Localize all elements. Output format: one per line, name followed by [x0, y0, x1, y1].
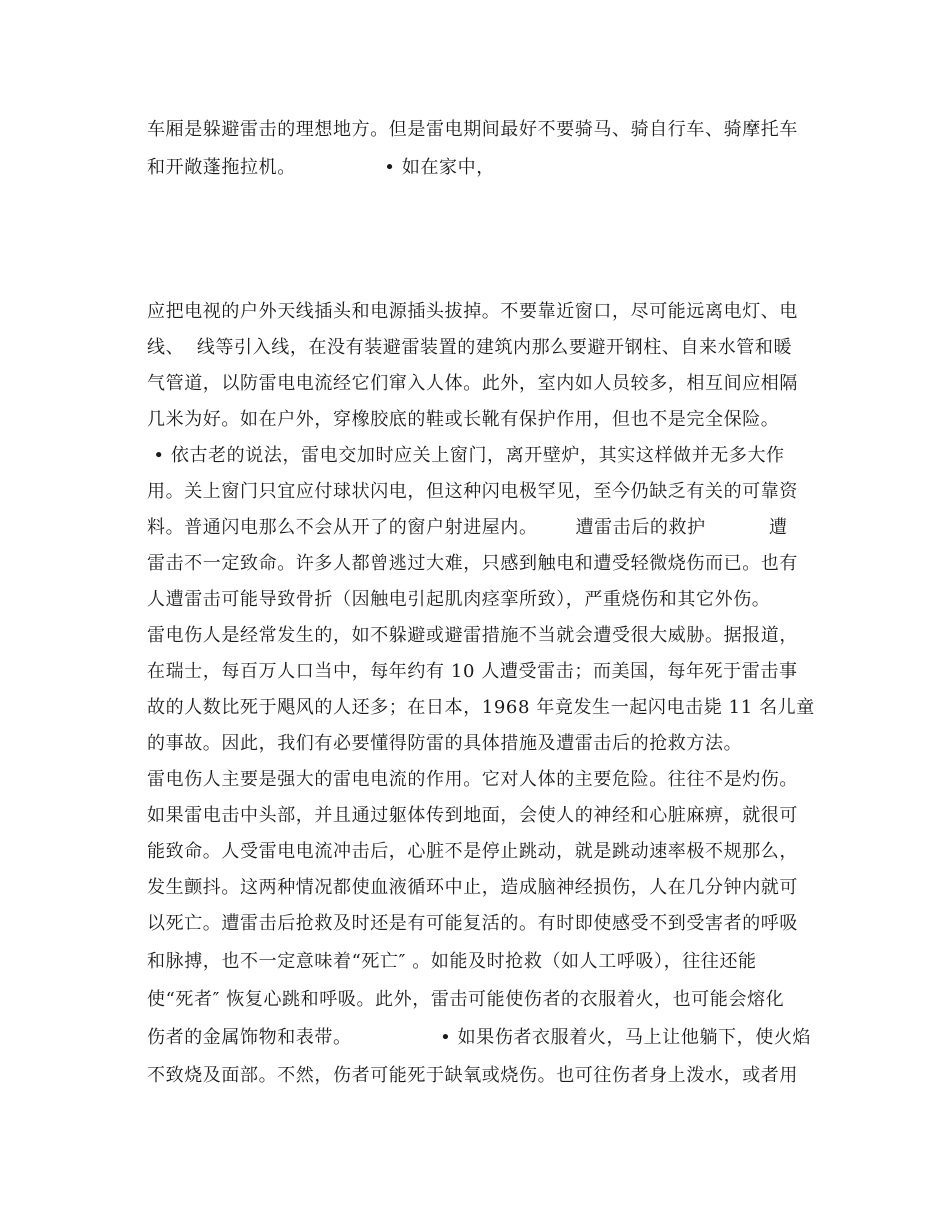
text-line: 和开敞蓬拖拉机。 • 如在家中，: [147, 157, 495, 178]
text-line: 伤者的金属饰物和表带。 • 如果伤者衣服着火，马上让他躺下，使火焰: [147, 1027, 812, 1048]
text-line: 雷电伤人是经常发生的，如不躲避或避雷措施不当就会遭受很大威胁。据报道，: [147, 625, 798, 646]
text-line: 人遭雷击可能导致骨折（因触电引起肌肉痉挛所致），严重烧伤和其它外伤。: [147, 589, 771, 610]
text-line: 雷击不一定致命。许多人都曾逃过大难，只感到触电和遭受轻微烧伤而已。也有: [147, 553, 798, 574]
text-line: • 依古老的说法，雷电交加时应关上窗门，离开壁炉，其实这样做并无多大作: [147, 445, 785, 466]
text-line: 能致命。人受雷电电流冲击后，心脏不是停止跳动，就是跳动速率极不规那么，: [147, 841, 798, 862]
text-line: 雷电伤人主要是强大的雷电电流的作用。它对人体的主要危险。往往不是灼伤。: [147, 769, 798, 790]
text-line: 料。普通闪电那么不会从开了的窗户射进屋内。 遭雷击后的救护 遭: [147, 517, 788, 538]
text-line: 应把电视的户外天线插头和电源插头拔掉。不要靠近窗口，尽可能远离电灯、电: [147, 301, 798, 322]
text-line: 如果雷电击中头部，并且通过躯体传到地面，会使人的神经和心脏麻痹，就很可: [147, 805, 798, 826]
text-line: 使“死者″ 恢复心跳和呼吸。此外，雷击可能使伤者的衣服着火，也可能会熔化: [147, 989, 785, 1010]
text-line: 以死亡。遭雷击后抢救及时还是有可能复活的。有时即使感受不到受害者的呼吸: [147, 913, 798, 934]
text-line: 几米为好。如在户外，穿橡胶底的鞋或长靴有保护作用，但也不是完全保险。: [147, 409, 780, 430]
text-line: 不致烧及面部。不然，伤者可能死于缺氧或烧伤。也可往伤者身上泼水，或者用: [147, 1065, 798, 1086]
text-line: 气管道，以防雷电电流经它们窜入人体。此外，室内如人员较多，相互间应相隔: [147, 373, 798, 394]
text-line: 线、 线等引入线，在没有装避雷装置的建筑内那么要避开钢柱、自来水管和暖: [147, 337, 793, 358]
text-line: 在瑞士，每百万人口当中，每年约有 10 人遭受雷击；而美国，每年死于雷击事: [147, 661, 798, 682]
text-line: 车厢是躲避雷击的理想地方。但是雷电期间最好不要骑马、骑自行车、骑摩托车: [147, 119, 798, 140]
text-line: 故的人数比死于飓风的人还多；在日本，1968 年竟发生一起闪电击毙 11 名儿童: [147, 697, 815, 718]
text-line: 用。关上窗门只宜应付球状闪电，但这种闪电极罕见，至今仍缺乏有关的可靠资: [147, 481, 798, 502]
text-line: 的事故。因此，我们有必要懂得防雷的具体措施及遭雷击后的抢救方法。: [147, 733, 743, 754]
text-line: 和脉搏，也不一定意味着“死亡″ 。如能及时抢救（如人工呼吸），往往还能: [147, 951, 757, 972]
text-line: 发生颤抖。这两种情况都使血液循环中止，造成脑神经损伤，人在几分钟内就可: [147, 877, 798, 898]
